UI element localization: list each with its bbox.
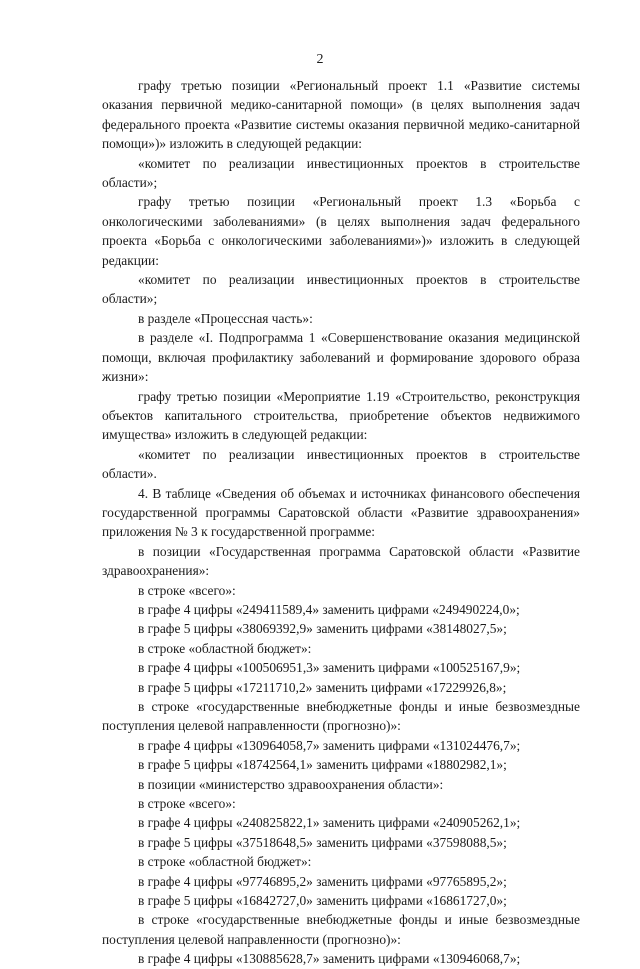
paragraph: в строке «областной бюджет»:	[138, 854, 312, 870]
paragraph: в графе 5 цифры «38069392,9» заменить цифрами «38148027,5»;	[138, 621, 507, 637]
paragraph: в разделе «Процессная часть»:	[138, 310, 313, 326]
paragraph: графу третью позиции «Мероприятие 1.19 «Строительство, реконструкция объектов капитального строительства, приобретение объектов недвижимого имущества» изложить в следующей редакции:	[102, 388, 580, 443]
paragraph: графу третью позиции «Региональный проект 1.1 «Развитие системы оказания первичной медико-санитарной помощи» (в целях выполнения задач федерального проекта «Развитие системы оказания первичной медико-санитарной помощи»)» изложить в следующей редакции:	[102, 78, 580, 152]
paragraph: 4. В таблице «Сведения об объемах и источниках финансового обеспечения государственной программы Саратовской области «Развитие здравоохранения» приложения № 3 к государственной программе:	[102, 485, 580, 540]
paragraph: в позиции «министерство здравоохранения области»:	[138, 776, 444, 792]
paragraph: графу третью позиции «Региональный проект 1.3 «Борьба с онкологическими заболеваниями» (в целях выполнения задач федерального проекта «Борьба с онкологическими заболеваниями»)» изложить в следующей редакции:	[102, 194, 580, 268]
paragraph: в графе 4 цифры «130964058,7» заменить цифрами «131024476,7»;	[138, 737, 521, 753]
page-number: 2	[316, 52, 324, 67]
paragraph: в позиции «Государственная программа Саратовской области «Развитие здравоохранения»:	[102, 543, 580, 579]
paragraph: в разделе «I. Подпрограмма 1 «Совершенствование оказания медицинской помощи, включая профилактику заболеваний и формирование здорового образа жизни»:	[102, 330, 580, 385]
paragraph: «комитет по реализации инвестиционных проектов в строительстве области»;	[102, 272, 580, 307]
paragraph: в графе 5 цифры «18742564,1» заменить цифрами «18802982,1»;	[138, 757, 507, 773]
document-body	[102, 76, 580, 969]
paragraph: в графе 4 цифры «100506951,3» заменить цифрами «100525167,9»;	[138, 660, 521, 676]
paragraph: в графе 5 цифры «16842727,0» заменить цифрами «16861727,0»;	[138, 893, 507, 909]
paragraph: в графе 4 цифры «97746895,2» заменить цифрами «97765895,2»;	[138, 873, 507, 889]
paragraph: в строке «государственные внебюджетные фонды и иные безвозмездные поступления целевой направленности (прогнозно)»:	[102, 699, 580, 734]
paragraph: в графе 5 цифры «17211710,2» заменить цифрами «17229926,8»;	[138, 679, 507, 695]
paragraph: в графе 4 цифры «240825822,1» заменить цифрами «240905262,1»;	[138, 815, 521, 831]
paragraph: в строке «областной бюджет»:	[138, 640, 312, 656]
paragraph: в строке «государственные внебюджетные фонды и иные безвозмездные поступления целевой направленности (прогнозно)»:	[102, 912, 580, 947]
paragraph: в графе 5 цифры «37518648,5» заменить цифрами «37598088,5»;	[138, 834, 507, 850]
paragraph: в строке «всего»:	[138, 582, 236, 598]
paragraph: в строке «всего»:	[138, 796, 236, 812]
paragraph: в графе 4 цифры «249411589,4» заменить цифрами «249490224,0»;	[138, 601, 520, 617]
paragraph: в графе 4 цифры «130885628,7» заменить цифрами «130946068,7»;	[138, 951, 521, 967]
paragraph: «комитет по реализации инвестиционных проектов в строительстве области»;	[102, 155, 580, 191]
paragraph: «комитет по реализации инвестиционных проектов в строительстве области».	[102, 446, 580, 482]
